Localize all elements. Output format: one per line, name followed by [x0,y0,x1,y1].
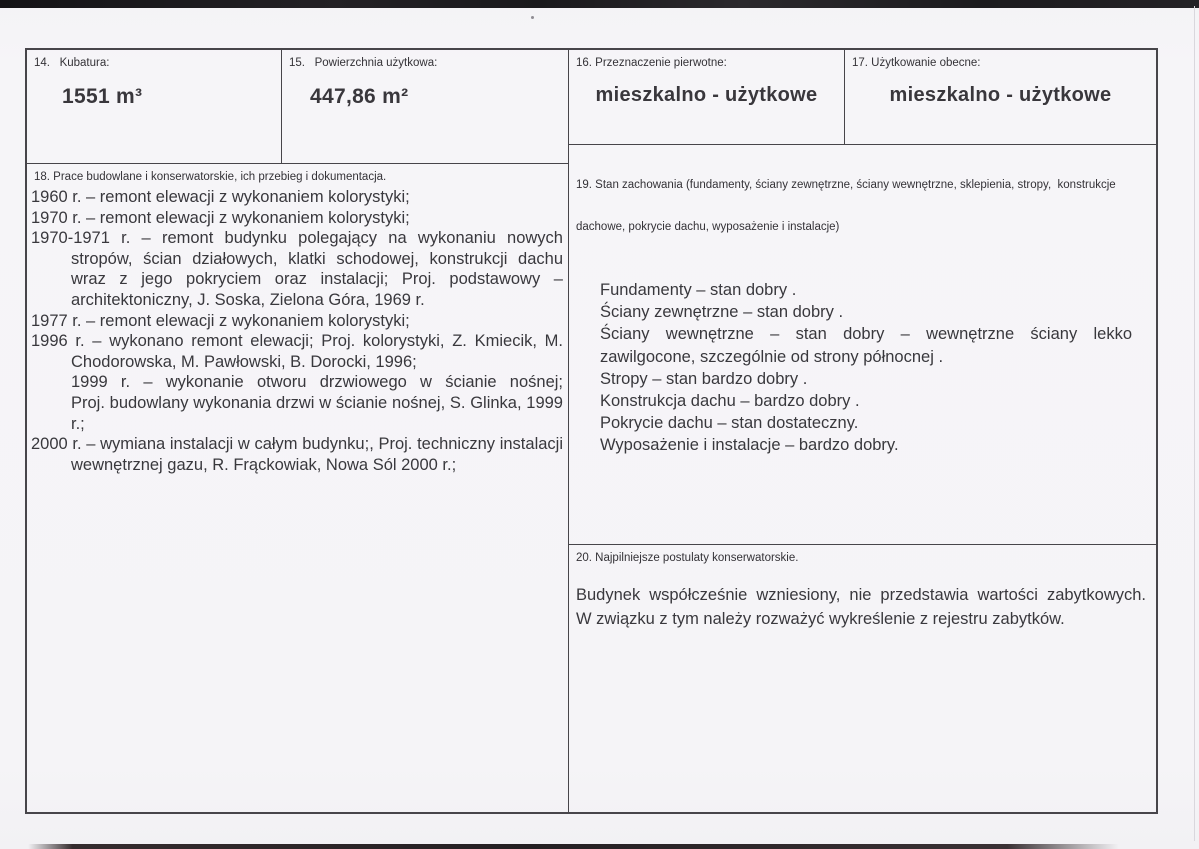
condition-item: Stropy – stan bardzo dobry . [600,369,808,388]
cell-stan-zachowania [569,145,1156,545]
table-left-column [27,50,569,812]
field18-label: 18. Prace budowlane i konserwatorskie, ich przebieg i dokumentacja. [34,171,387,183]
field19-body [569,262,1156,457]
condition-item: Konstrukcja dachu – bardzo dobry . [600,392,860,411]
field19-label-line1: 19. Stan zachowania (fundamenty, ściany zewnętrzne, ściany wewnętrzne, sklepienia, stropy, konstrukcje [576,179,1116,191]
work-history-entry: 1999 r. – wykonanie otworu drzwiowego w ścianie nośnej; [71,373,563,392]
field14-label: 14. Kubatura: [34,57,110,69]
cell-uzytkowanie-obecne [845,50,1156,144]
cell-przeznaczenie-pierwotne [569,50,845,144]
scan-edge-top [0,0,1199,8]
field19-label-line2: dachowe, pokrycie dachu, wyposażenie i instalacje) [576,221,840,233]
field18-body [27,184,568,475]
field19-label [569,145,1156,262]
postulate-text-line: W związku z tym należy rozważyć wykreślenie z rejestru zabytków. [576,609,1065,628]
field17-value: mieszkalno - użytkowe [889,84,1112,106]
work-history-entry: 1977 r. – remont elewacji z wykonaniem kolorystyki; [31,311,410,330]
cell-prace-budowlane [27,164,568,812]
heritage-record-table [25,48,1158,814]
condition-item: Ściany wewnętrzne – stan dobry – wewnętrzne ściany lekko zawilgocone, szczególnie od strony północnej . [600,325,1132,366]
table-right-column [569,50,1156,812]
work-history-entry: 1960 r. – remont elewacji z wykonaniem kolorystyki; [31,188,410,206]
field20-body [569,565,1156,631]
cell-postulaty-konserwatorskie [569,545,1156,812]
work-history-entry: Proj. budowlany wykonania drzwi w ścianie nośnej, S. Glinka, 1999 r.; [71,393,563,433]
field16-value: mieszkalno - użytkowe [595,84,818,106]
row-fields-14-15 [27,50,568,164]
work-history-entry: 2000 r. – wymiana instalacji w całym budynku;, Proj. techniczny instalacji wewnętrznej gazu, R. Frąckowiak, Nowa Sól 2000 r.; [31,435,563,474]
paper-edge [1194,6,1195,841]
field15-value: 447,86 m² [310,85,409,108]
work-history-entry: 1996 r. – wykonano remont elewacji; Proj. kolorystyki, Z. Kmiecik, M. Chodorowska, M. Pawłowski, B. Dorocki, 1996; [31,332,563,371]
cell-kubatura [27,50,282,163]
work-history-entry: 1970 r. – remont elewacji z wykonaniem kolorystyki; [31,208,410,227]
field15-label: 15. Powierzchnia użytkowa: [289,57,438,69]
field20-label: 20. Najpilniejsze postulaty konserwatorskie. [576,552,799,564]
condition-item: Ściany zewnętrzne – stan dobry . [600,303,844,322]
cell-powierzchnia-uzytkowa [282,50,568,163]
condition-item: Fundamenty – stan dobry . [600,281,797,299]
scan-edge-bottom [28,844,1141,849]
condition-item: Pokrycie dachu – stan dostateczny. [600,414,859,433]
field17-label: 17. Użytkowanie obecne: [852,57,981,69]
field16-label: 16. Przeznaczenie pierwotne: [576,57,727,69]
row-fields-16-17 [569,50,1156,145]
condition-item: Wyposażenie i instalacje – bardzo dobry. [600,436,899,455]
postulate-text-line: Budynek współcześnie wzniesiony, nie przedstawia wartości zabytkowych. [576,586,1146,604]
work-history-entry: 1970-1971 r. – remont budynku polegający na wykonaniu nowych stropów, ścian działowych, klatki schodowej, konstrukcji dachu wraz z jego pokryciem oraz instalacji; Proj. podstawowy – architektoniczny, J. Soska, Zielona Góra, 1969 r. [31,229,563,309]
field14-value: 1551 m³ [62,85,143,108]
scan-speck [531,16,534,19]
